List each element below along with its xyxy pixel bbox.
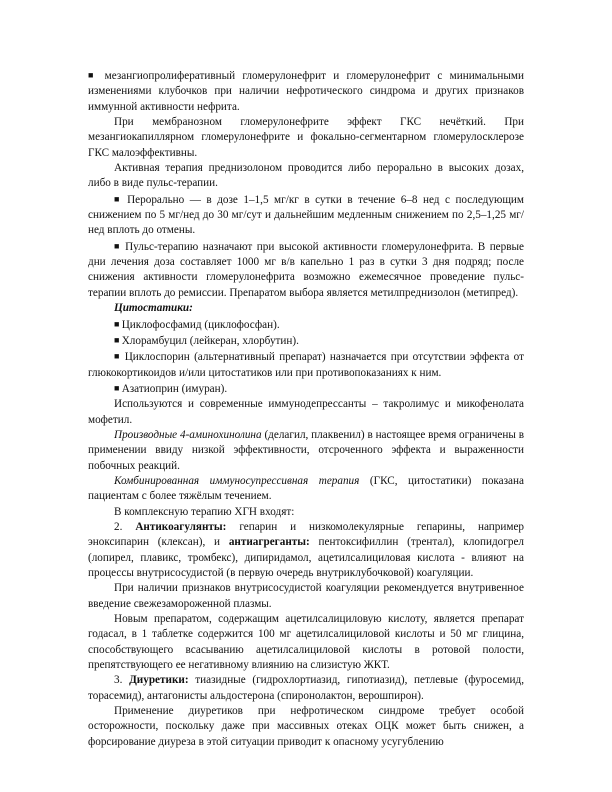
text-run: Циклоспорин (альтернативный препарат) назначается при отсутствии эффекта от глюкокортикоидов и/или цитостатиков или при противопоказаниях к ним. [88, 351, 524, 379]
bullet-square-icon: ■ [114, 334, 122, 345]
text-run: Цитостатики: [114, 302, 193, 315]
bullet-square-icon: ■ [114, 240, 126, 251]
paragraph [88, 397, 524, 428]
text-run: 3. [114, 674, 130, 687]
text-run: Перорально — в дозе 1–1,5 мг/кг в сутки в течение 6–8 нед с последующим снижением по 5 мг/нед до 30 мг/сут и дальнейшим медленным снижением по 2,5–1,25 мг/нед вплоть до отмены. [88, 193, 524, 237]
text-run: Производные 4-аминохинолина [114, 428, 262, 441]
paragraph [88, 192, 524, 239]
text-run: (делагил, плаквенил) в настоящее время ограничены в применении ввиду низкой эффективности, отсроченного эффекта и выраженности побочных реакций. [88, 428, 524, 472]
bullet-square-icon: ■ [114, 318, 122, 329]
paragraph [88, 317, 524, 333]
paragraph [88, 673, 524, 704]
paragraph [88, 333, 524, 349]
text-run: антиагреганты: [228, 536, 310, 549]
paragraph [88, 474, 524, 505]
text-run: тиазидные (гидрохлортиазид, гипотиазид), петлевые (фуросемид, торасемид), антагонисты альдостерона (спиронолактон, верошпирон). [88, 674, 524, 702]
paragraph [88, 505, 524, 520]
paragraph [88, 68, 524, 115]
text-run: При наличии признаков внутрисосудистой коагуляции рекомендуется внутривенное введение свежезамороженной плазмы. [88, 582, 524, 610]
text-run: Новым препаратом, содержащим ацетилсалициловую кислоту, является препарат годасал, в 1 таблетке содержится 100 мг ацетилсалициловой кислоты и 50 мг глицина, способствующего всасыванию ацетилсалициловой кислоты в ротовой полости, препятствующего ее негативному влиянию на слизистую ЖКТ. [88, 613, 524, 672]
text-run: гепарин и низкомолекулярные гепарины, например эноксипарин (клексан), и [88, 520, 525, 549]
text-run: Диуретики: [129, 674, 189, 687]
paragraph [88, 239, 524, 301]
text-run: При мембранозном гломерулонефрите эффект ГКС нечёткий. При мезангиокапиллярном гломерулонефрите и фокально-сегментарном гломерулосклерозе ГКС малоэффективны. [88, 116, 524, 159]
document-page [88, 68, 524, 750]
bullet-square-icon: ■ [114, 193, 128, 204]
text-run: Активная терапия преднизолоном проводится либо перорально в высоких дозах, либо в виде пульс-терапии. [88, 162, 524, 190]
text-run: Пульс-терапию назначают при высокой активности гломерулонефрита. В первые дни лечения доза составляет 1000 мг в/в капельно 1 раз в сутки 3 дня подряд; после снижения активности гломерулонефрита возможно ежемесячное проведение пульс-терапии вплоть до ремиссии. Препаратом выбора является метилпреднизолон (метипред). [88, 240, 524, 299]
text-run: пентоксифиллин (трентал), клопидогрел (лопирел, плавикс, тромбекс), дипиридамол, ацетилсалициловая кислота - влияют на процессы внутрисосудистой (в первую очередь внутриклубочковой) коагуляции. [88, 536, 524, 579]
text-run: Циклофосфамид (циклофосфан). [121, 318, 280, 331]
paragraph [88, 704, 524, 750]
paragraph [88, 301, 524, 316]
bullet-square-icon: ■ [114, 351, 125, 362]
paragraph [88, 612, 524, 673]
paragraph [88, 581, 524, 612]
text-run: мезангиопролиферативный гломерулонефрит и гломерулонефрит с минимальными изменениями клубочков при наличии нефротического синдрома и других признаков иммунной активности нефрита. [88, 70, 525, 113]
text-run: Хлорамбуцил (лейкеран, хлорбутин). [121, 334, 299, 347]
text-run: (ГКС, цитостатики) показана пациентам с более тяжёлым течением. [88, 474, 524, 503]
paragraph [88, 520, 524, 581]
text-run: Азатиоприн (имуран). [121, 382, 228, 395]
text-run: В комплексную терапию ХГН входят: [114, 505, 295, 518]
paragraph [88, 161, 524, 192]
paragraph [88, 115, 524, 161]
text-run: Используются и современные иммунодепрессанты – такролимус и микофенолата мофетил. [88, 398, 524, 426]
text-run: Комбинированная иммуносупрессивная терапия [114, 474, 360, 487]
bullet-square-icon: ■ [88, 70, 105, 80]
paragraph [88, 428, 524, 474]
paragraph [88, 349, 524, 381]
text-run: Антикоагулянты: [135, 520, 227, 533]
text-run: Применение диуретиков при нефротическом синдроме требует особой осторожности, поскольку даже при массивных отеках ОЦК может быть снижен, а форсирование диуреза в этой ситуации приводит к опасному усугублению [88, 705, 524, 748]
paragraph [88, 381, 524, 397]
text-run: 2. [114, 520, 136, 533]
bullet-square-icon: ■ [114, 382, 122, 393]
